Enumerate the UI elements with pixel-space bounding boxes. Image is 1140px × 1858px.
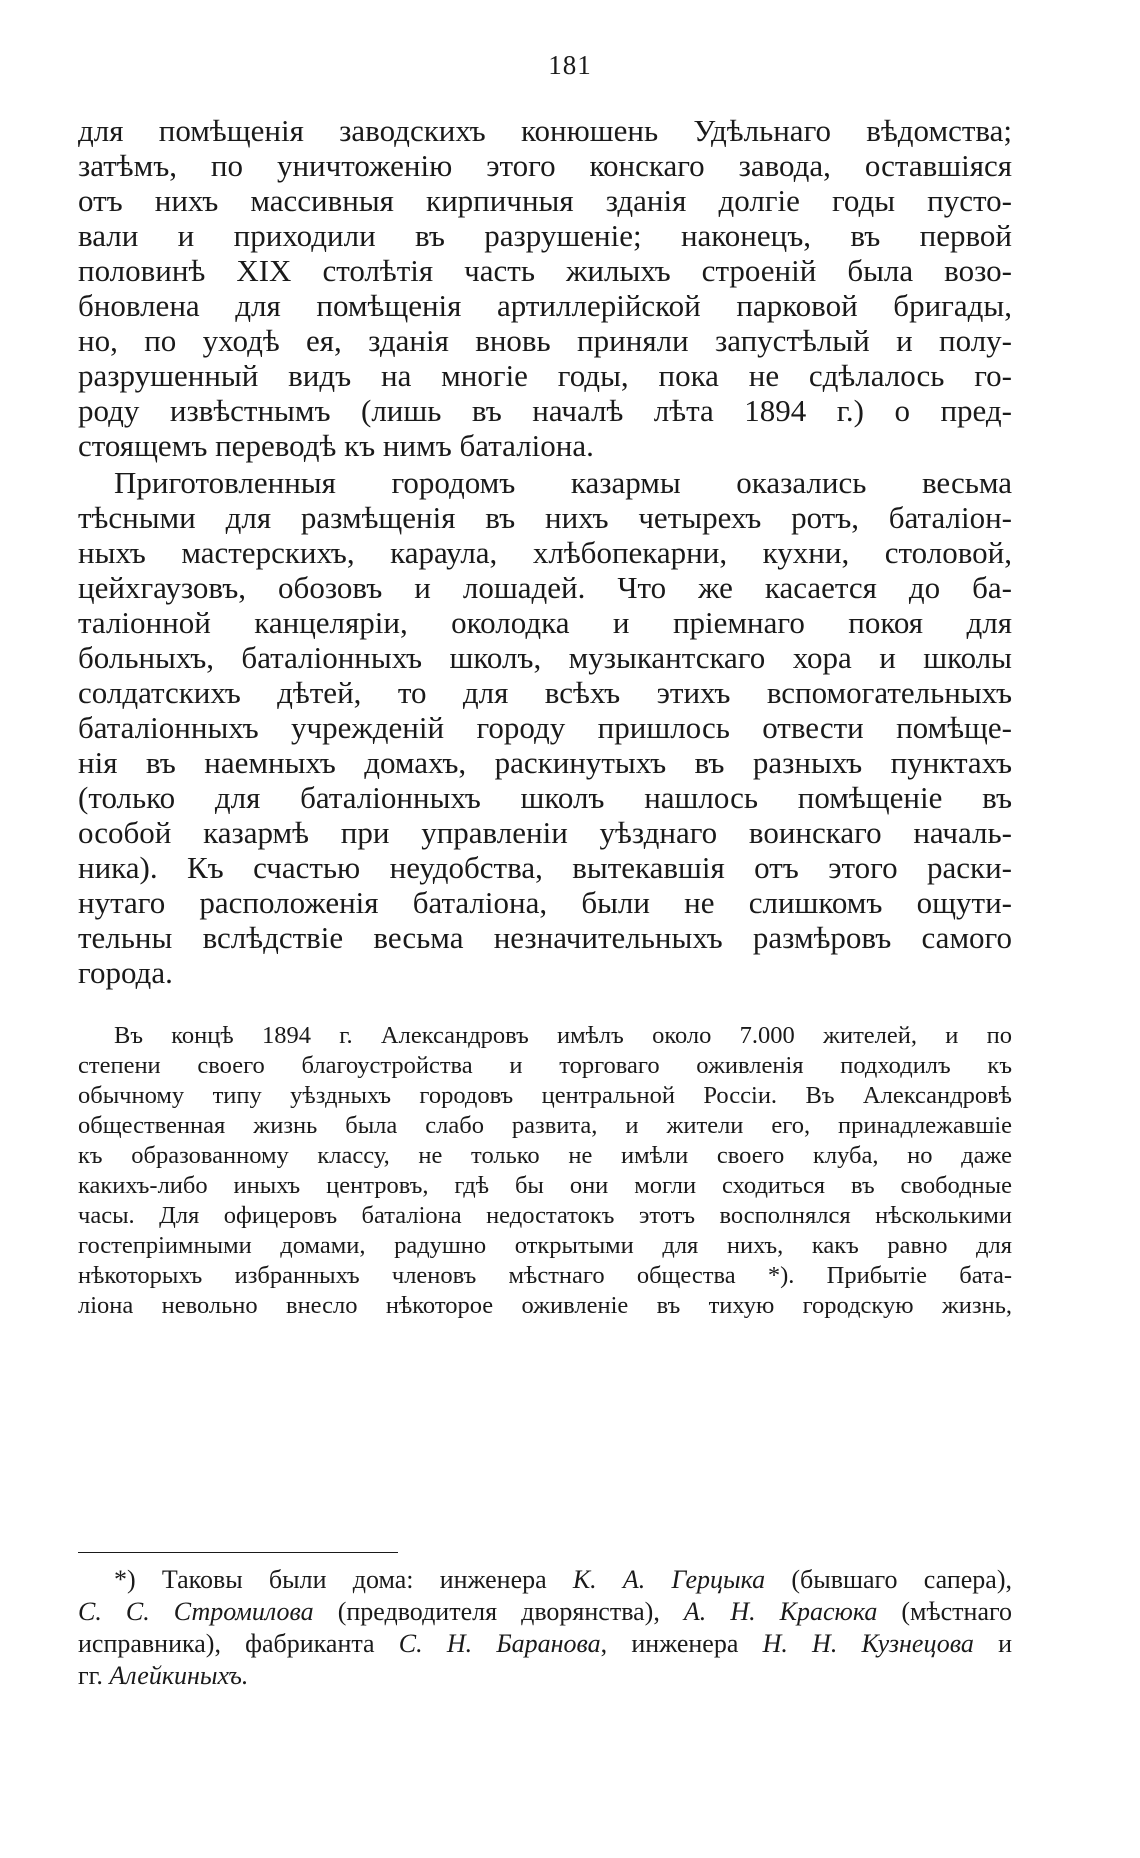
text-line: тельны вслѣдствіе весьма незначительныхъ размѣровъ самого — [78, 920, 1012, 955]
text-line: роду извѣстнымъ (лишь въ началѣ лѣта 1894 г.) о пред- — [78, 393, 1012, 428]
text-line: для помѣщенія заводскихъ конюшень Удѣльнаго вѣдомства; — [78, 113, 1012, 148]
footnote-text: гг. — [78, 1661, 110, 1690]
text-line: обычному типу уѣздныхъ городовъ центральной Россіи. Въ Александровѣ — [78, 1082, 1012, 1109]
text-line: города. — [78, 955, 173, 990]
text-line: особой казармѣ при управленіи уѣзднаго воинскаго началь- — [78, 815, 1012, 850]
text-line: баталіонныхъ учрежденій городу пришлось отвести помѣще- — [78, 710, 1012, 745]
footnote-name: А. Н. Красюка — [683, 1597, 878, 1626]
text-line: часы. Для офицеровъ баталіона недостатокъ этотъ восполнялся нѣсколькими — [78, 1202, 1012, 1229]
text-line: таліонной канцеляріи, околодка и пріемнаго покоя для — [78, 605, 1012, 640]
footnote-line — [114, 1564, 1012, 1596]
text-line: нѣкоторыхъ избранныхъ членовъ мѣстнаго общества *). Прибытіе бата- — [78, 1262, 1012, 1289]
text-line: степени своего благоустройства и торговаго оживленія подходилъ къ — [78, 1052, 1012, 1079]
text-line: затѣмъ, по уничтоженію этого конскаго завода, оставшіяся — [78, 148, 1012, 183]
footnote-name: К. А. Герцыка — [572, 1565, 766, 1594]
text-line: гостепріимными домами, радушно открытыми для нихъ, какъ равно для — [78, 1232, 1012, 1259]
footnote-name: С. Н. Баранова — [398, 1629, 601, 1658]
footnote-text: (предводителя дворянства), — [313, 1597, 684, 1626]
footnote-text: (мѣстнаго — [877, 1597, 1013, 1626]
text-line: разрушенный видъ на многіе годы, пока не сдѣлалось го- — [78, 358, 1012, 393]
text-line: стоящемъ переводѣ къ нимъ баталіона. — [78, 428, 594, 463]
text-line: (только для баталіонныхъ школъ нашлось помѣщеніе въ — [78, 780, 1012, 815]
text-line: нія въ наемныхъ домахъ, раскинутыхъ въ разныхъ пунктахъ — [78, 745, 1012, 780]
text-line: ліона невольно внесло нѣкоторое оживленіе въ тихую городскую жизнь, — [78, 1292, 1012, 1319]
text-line: какихъ-либо иныхъ центровъ, гдѣ бы они могли сходиться въ свободные — [78, 1172, 1012, 1199]
page-number: 181 — [548, 50, 592, 80]
text-line: солдатскихъ дѣтей, то для всѣхъ этихъ вспомогательныхъ — [78, 675, 1012, 710]
footnote-name: С. С. Стромилова — [78, 1597, 314, 1626]
text-line: но, по уходѣ ея, зданія вновь приняли запустѣлый и полу- — [78, 323, 1012, 358]
footnote-text: *) Таковы были дома: инженера — [114, 1565, 573, 1594]
text-line: больныхъ, баталіонныхъ школъ, музыкантскаго хора и школы — [78, 640, 1012, 675]
text-line: цейхгаузовъ, обозовъ и лошадей. Что же касается до ба- — [78, 570, 1012, 605]
text-line: общественная жизнь была слабо развита, и жители его, принадлежавшіе — [78, 1112, 1012, 1139]
text-line: половинѣ XIX столѣтія часть жилыхъ строеній была возо- — [78, 253, 1012, 288]
footnote-line — [78, 1660, 1012, 1692]
text-line: тѣсными для размѣщенія въ нихъ четырехъ ротъ, баталіон- — [78, 500, 1012, 535]
text-line: нутаго расположенія баталіона, были не слишкомъ ощути- — [78, 885, 1012, 920]
footnote-name: Алейкиныхъ. — [109, 1661, 249, 1690]
text-line: Въ концѣ 1894 г. Александровъ имѣлъ около 7.000 жителей, и по — [114, 1022, 1012, 1049]
footnote-divider — [78, 1552, 398, 1553]
text-line: ника). Къ счастью неудобства, вытекавшія отъ этого раски- — [78, 850, 1012, 885]
footnote-text: и — [973, 1629, 1012, 1658]
text-line: вали и приходили въ разрушеніе; наконецъ, въ первой — [78, 218, 1012, 253]
footnote-text: , инженера — [600, 1629, 763, 1658]
text-line: къ образованному классу, не только не имѣли своего клуба, но даже — [78, 1142, 1012, 1169]
text-line: отъ нихъ массивныя кирпичныя зданія долгіе годы пусто- — [78, 183, 1012, 218]
text-line: бновлена для помѣщенія артиллерійской парковой бригады, — [78, 288, 1012, 323]
footnote-name: Н. Н. Кузнецова — [762, 1629, 974, 1658]
text-line: Приготовленныя городомъ казармы оказались весьма — [114, 465, 1012, 500]
footnote-text: (бывшаго сапера), — [765, 1565, 1012, 1594]
footnote-line — [78, 1596, 1012, 1628]
footnote-text: исправника), фабриканта — [78, 1629, 399, 1658]
footnote-line — [78, 1628, 1012, 1660]
text-line: ныхъ мастерскихъ, караула, хлѣбопекарни, кухни, столовой, — [78, 535, 1012, 570]
